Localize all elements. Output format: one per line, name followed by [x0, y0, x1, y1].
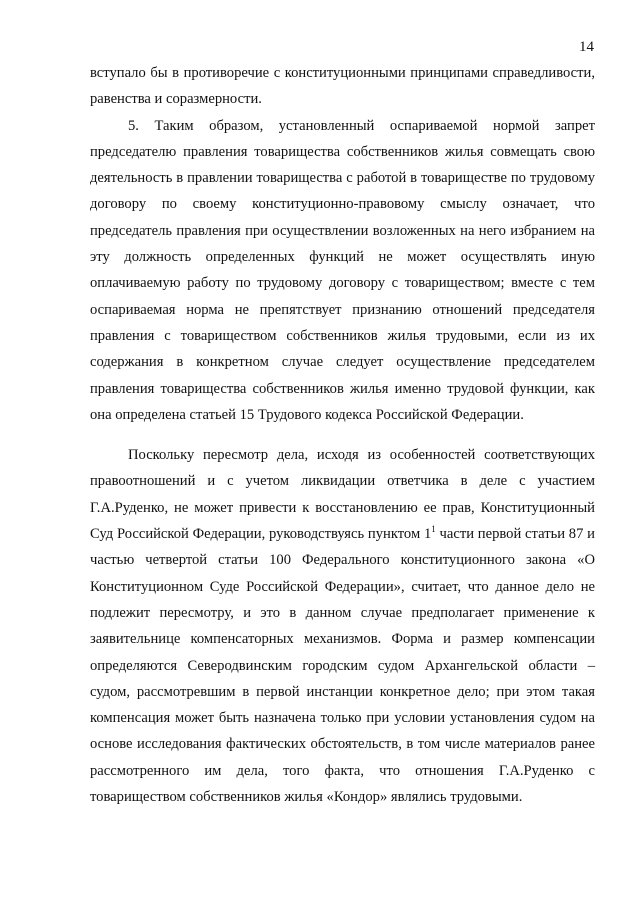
footnote-superscript: 1: [431, 524, 436, 535]
document-body: [90, 60, 595, 810]
paragraph-continuation: вступало бы в противоречие с конституционными принципами справедливости, равенства и соразмерности.: [90, 65, 595, 108]
paragraph-conclusion-part2: части первой статьи 87 и частью четвертой статьи 100 Федерального конституционного закона «О Конституционном Суде Российской Федерации», считает, что данное дело не подлежит пересмотру, и это в данном случае предполагает применение к заявительнице компенсаторных механизмов. Форма и размер компенсации определяются Северодвинским городским судом Архангельской области – судом, рассмотревшим в первой инстанции конкретное дело; при этом такая компенсация может быть назначена только при условии установления судом на основе исследования фактических обстоятельств, в том числе материалов ранее рассмотренного им дела, того факта, что отношения Г.А.Руденко с товариществом собственников жилья «Кондор» являлись трудовыми.: [90, 526, 595, 806]
paragraph-conclusion-part1: Поскольку пересмотр дела, исходя из особенностей соответствующих правоотношений и с учетом ликвидации ответчика в деле с участием Г.А.Руденко, не может привести к восстановлению ее прав, Конституционный Суд Российской Федерации, руководствуясь пунктом 1: [90, 447, 595, 543]
paragraph-5: 5. Таким образом, установленный оспариваемой нормой запрет председателю правления товарищества собственников жилья совмещать свою деятельность в правлении товарищества с работой в товариществе по трудовому договору по своему конституционно-правовому смыслу означает, что председатель правления при осуществлении возложенных на него избранием на эту должность определенных функций не может осуществлять иную оплачиваемую работу по трудовому договору с товариществом; вместе с тем оспариваемая норма не препятствует признанию отношений председателя правления с товариществом собственников жилья трудовыми, если из их содержания в конкретном случае следует осуществление председателем правления товарищества собственников жилья именно трудовой функции, как она определена статьей 15 Трудового кодекса Российской Федерации.: [90, 117, 595, 423]
paragraph-conclusion: [90, 442, 595, 810]
page-number: 14: [579, 39, 594, 55]
